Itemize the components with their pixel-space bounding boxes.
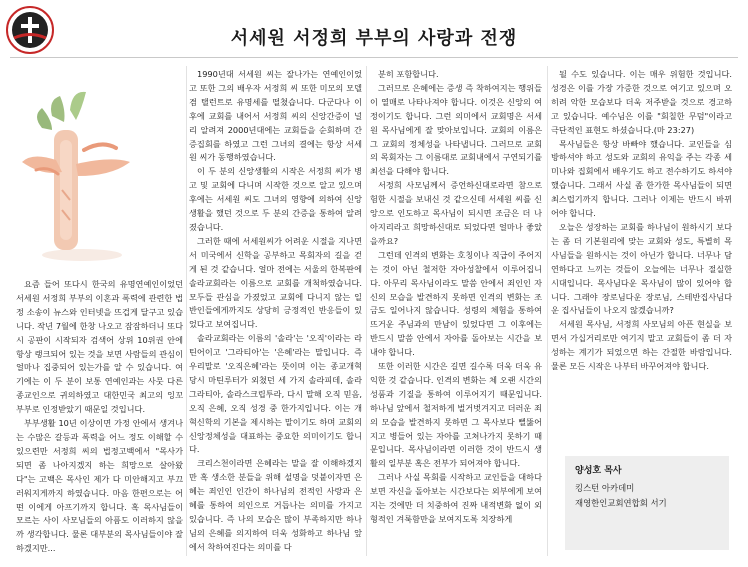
paragraph: 1990년대 서세원 씨는 잘나가는 연예인이었고 또한 그의 배우자 서정희 씨 또한 미모의 모델 겸 탤런트로 유명세를 떨쳤습니다. 다군다나 이후에 교회를 내어서 서정희 씨의 신앙간증이 널리 알려져 2000년대에는 교회들을 순회하며 간증집회를 하였고 그런 그녀의 결에는 항상 서세원 씨가 동행하였습니다. xyxy=(189,69,362,163)
article-column-2 xyxy=(189,68,362,560)
paragraph: 분히 포함합니다. xyxy=(378,69,439,79)
author-position: 재영한인교회연합회 서기 xyxy=(575,498,667,508)
cross-vegetable-illustration xyxy=(12,70,182,270)
paragraph: 이 두 분의 신앙생활의 시작은 서정희 씨가 병고 및 교회에 다니며 시작한 것으로 알고 있으며 후에는 서세원 씨도 그녀의 영향에 의하여 신앙생활을 했던 것으로 두 분의 간증을 통하여 알려졌습니다. xyxy=(189,166,362,232)
paragraph: 목사님들은 항상 바빠야 했습니다. 교인들을 심방하셔야 하고 성도와 교회의 유익을 주는 각종 세미나와 집회에서 배우기도 하고 전수하기도 하셔야 했습니다. 그래서 사실 좀 한가한 목사님들이 되면 최스럽기까지 합니다. 그러나 이제는 반드시 바뀌어야 합니다. xyxy=(551,138,732,219)
author-name: 양성호 목사 xyxy=(575,466,622,476)
paragraph: 솔라교회라는 이름의 '솔라'는 '오직'이라는 라틴어이고 '그라티아'는 '은혜'라는 말입니다. 즉 우리말로 '오직은혜'라는 뜻이며 이는 종교개혁 당시 마틴루터가 외쳤던 세 가지 솔라피데, 솔라그라티아, 솔라스크립투라, 다시 말해 오직 믿음, 오직 은혜, 오직 성경 중 한가지입니다. 이는 개혁신학의 기본을 제시하는 말이기도 하며 교회의 신앙정체성을 대표하는 중요한 의미이기도 합니다. xyxy=(189,333,362,455)
paragraph: 요즘 들어 또다시 한국의 유명연예인이었던 서세원 서정희 부부의 이혼과 폭력에 관련한 법정 소송이 뉴스와 인터넷을 뜨겁게 달구고 있습니다. 작년 7월에 한창 나오고 잠잠하더니 또다시 공판이 시작되자 검색어 상위 10위권 안에 항상 랭크되어 있는 것을 보면 사람들의 관심이 얼마나 집중되어 있는가를 알 수 있습니다. 여기에는 이 두 분이 보통 연예인과는 사뭇 다른 종교인으로 귀의하였고 대한민국 최고의 잉꼬부부로 인정받았기 때문일 것입니다. xyxy=(16,279,183,415)
paragraph: 그러나 사실 목회를 시작하고 교인들을 대하다 보면 자신을 돌아보는 시간보다는 외부에게 보여지는 것에만 더 치중하여 진짜 내적변화 없이 외형적인 겨룩함만을 보여지도록 치장하게 xyxy=(370,472,542,524)
paragraph: 부부생활 10년 이상이면 가정 안에서 생겨나는 수많은 갈등과 폭력을 어느 정도 이해할 수 있으련만 서정희 씨의 법정고백에서 "목사가 되면 좀 나아지겠지 하는 희망으로 살아왔다"는 고백은 목사인 제가 다 미안해지고 부끄러워지게까지 하였습니다. 마음 한편으로는 어떤 이에게 아프기까지 합니다. 혹 목사님들이 모르는 사이 사모님들의 아픔도 이러하지 않을까 생각합니다. 물론 대부분의 목사님들이야 잘하겠지만... xyxy=(16,418,183,554)
paragraph: 될 수도 있습니다. 이는 매우 위험한 것입니다. 성경은 이를 가장 가증한 것으로 여기고 있으며 오히려 악한 모습보다 더욱 저주받을 것으로 경고하고 있습니다. 예수님은 이를 "회칠한 무덤"이라고 극단적인 표현도 하셨습니다.(마 23:27) xyxy=(551,69,732,135)
article-column-3 xyxy=(370,68,542,560)
article-column-1 xyxy=(16,278,183,554)
paragraph: 그런데 인격의 변화는 호칭이나 직급이 주어지는 것이 아닌 철저한 자아성찰에서 이루어집니다. 아무리 목사님이라도 말씀 안에서 죄인인 자신의 모습을 발견하지 못하면 인격의 변화는 조금도 일어나지 않습니다. 성령의 체험을 통하여 뜨거운 주님과의 만남이 있었다면 그 이후에는 반드시 말씀 안에서 자아를 돌아보는 시간을 보내야 합니다. xyxy=(370,249,542,358)
paragraph: 크리스천이라면 은혜라는 말을 잘 이해하겠지만 혹 생소한 분들을 위해 설명을 덧붙이자면 은혜는 죄인인 인간이 하나님의 전적인 사랑과 은혜를 통하여 의인으로 거듭나는 의미를 가지고 있습니다. 즉 나의 모습은 많이 부족하지만 하나님의 은혜를 의지하여 더욱 성화하고 하나님 앞에서 착하여진다는 의미를 다 xyxy=(189,458,362,552)
article-column-4 xyxy=(551,68,732,444)
author-affiliation: 킹스턴 아카데미 xyxy=(575,483,635,493)
paragraph: 그러므로 은혜에는 증생 즉 착하여지는 행위들이 열매로 나타나져야 합니다. 이것은 신앙의 여정이기도 합니다. 그런 의미에서 교회명은 서세원 목사님에게 잘 맞아보입니다. 교회의 이름은 그 교회의 정체성을 나타냅니다. 그러므로 교회의 목회자는 그 이름대로 교회내에서 구연되기를 최선을 다해야 합니다. xyxy=(370,82,542,177)
column-divider xyxy=(547,66,548,556)
paragraph: 또한 이러한 시간은 길면 길수록 더욱 더욱 유익한 것 같습니다. 인격의 변화는 체 오랜 시간의 성품과 기질을 통하여 이루어지기 때문입니다. 하나님 앞에서 철저하게 벌거벗겨지고 더러운 죄의 모습을 발견하지 못하면 그 목사보다 뻘뚫어지고 병들어 있는 자아를 고쳐나가지 못하기 때문입니다. 목사님이라면 이러한 것이 반드시 생활의 일부분 혹은 전부가 되어져야 합니다. xyxy=(370,361,542,469)
author-byline-box xyxy=(565,456,729,550)
paragraph: 그러한 때에 서세원씨가 어려운 시절을 지나면서 미국에서 신학을 공부하고 목회자의 길을 걷게 된 것 같습니다. 얼마 전에는 서울의 한복판에 솔라교회라는 이름으로 교회를 개척하였습니다. 모두들 관심을 가졌었고 교회에 다니지 않는 일반인들에게까지도 상당히 긍정적인 반응들이 있었다고 보여집니다. xyxy=(189,235,362,330)
title-divider xyxy=(10,57,738,58)
column-divider xyxy=(366,66,367,556)
paragraph: 서세원 목사님, 서정희 사모님의 아픈 현실을 보면서 가십거리로만 여기지 말고 교회들이 좀 더 자성하는 계기가 되었으면 하는 간절한 바람입니다. 물론 모든 시작은 나부터 바꾸어져야 합니다. xyxy=(551,319,732,372)
paragraph: 오늘은 성장하는 교회를 하나님이 원하시기 보다는 좀 더 기본원리에 맞는 교회와 성도, 특별히 목사님들을 원하시는 것이 아닌가 합니다. 너무나 담연하다고 느끼는 것들이 오늘에는 너무나 절실한 시대입니다. 목사님다운 목사님이 많이 있어야 합니다. 그래야 장로님다운 장로님, 스테반집사님다운 집사님들이 나오지 않겠습니까? xyxy=(551,221,732,316)
column-divider xyxy=(186,66,187,556)
article-title: 서세원 서정희 부부의 사랑과 전쟁 xyxy=(230,28,518,49)
paragraph: 서정희 사모님께서 증언하신대로라면 참으로 험한 시절을 보내신 것 같으신데 서세원 씨를 신앙으로 인도하고 목사님이 되시면 조금은 더 나아지리라고 희망하신대로 되었다면 얼마나 좋았을까요? xyxy=(370,180,542,246)
